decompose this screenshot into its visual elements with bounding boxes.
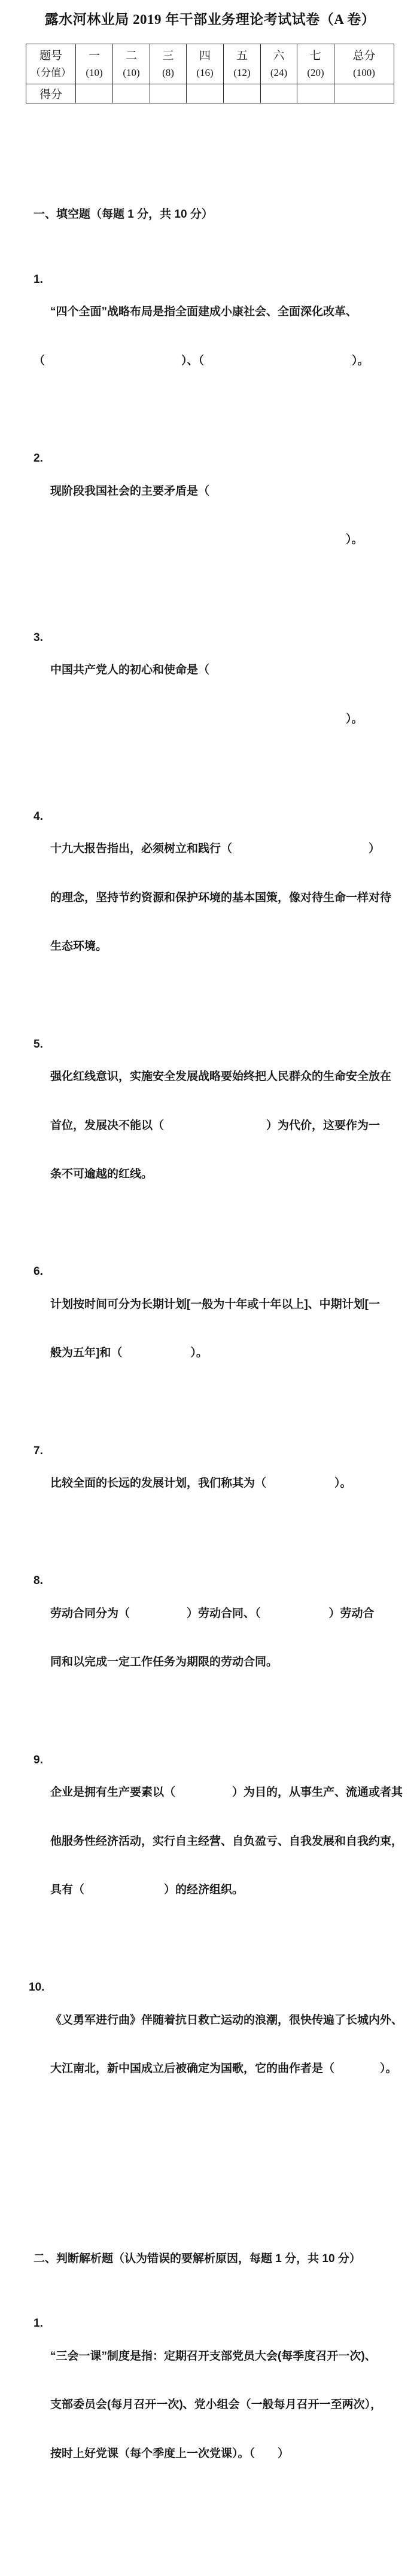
question-line: “三会一课”制度是指：定期召开支部党员大会(每季度召开一次)、: [50, 2349, 376, 2363]
question-line: 《义勇军进行曲》伴随着抗日救亡运动的浪潮，很快传遍了长城内外、: [50, 2013, 403, 2026]
column-name: 二: [125, 50, 137, 62]
column-name: 一: [88, 50, 100, 62]
question-line: 具有（ ）的经济组织。: [50, 1884, 244, 1897]
question-body: [50, 1263, 420, 1394]
question-number: 1.: [34, 2317, 43, 2330]
score-table: [26, 44, 394, 103]
column-header-cell: [113, 44, 150, 84]
column-points: (12): [233, 67, 251, 78]
question-body: [50, 1573, 420, 1703]
question-line: “四个全面”战略布局是指全面建成小康社会、全面深化改革、: [50, 306, 358, 319]
column-name: 三: [162, 50, 174, 62]
question-blank-line: （ ）、（ ）。: [34, 355, 369, 368]
question-number: 10.: [29, 1981, 45, 1994]
section-fill-in-blanks: [0, 174, 420, 2142]
question-line: 劳动合同分为（ ）劳动合同、（ ）劳动合: [50, 1607, 375, 1620]
section-heading: 一、填空题（每题 1 分，共 10 分）: [34, 208, 213, 221]
score-value-cell: [187, 84, 224, 103]
tf-question-1: [0, 2315, 420, 2494]
score-row-label-cell: 得分: [26, 84, 76, 103]
question-body: [50, 808, 420, 987]
question-body: [50, 1443, 420, 1524]
score-value-cell: [224, 84, 261, 103]
question-line: 按时上好党课（每个季度上一次党课）。（ ）: [50, 2447, 290, 2461]
question-line: 十九大报告指出，必须树立和践行（ ）: [50, 843, 381, 856]
column-points: (10): [86, 67, 103, 78]
question-8: [0, 1573, 420, 1703]
column-name: 七: [309, 50, 321, 62]
score-value-cell: [297, 84, 334, 103]
column-header-cell: [297, 44, 334, 84]
question-body: [50, 450, 420, 581]
question-number: 5.: [34, 1037, 43, 1051]
question-number: 9.: [34, 1753, 43, 1766]
question-line: 计划按时间可分为长期计划[一般为十年或十年以上]、中期计划[一: [50, 1298, 380, 1311]
question-line: 条不可逾越的红线。: [50, 1168, 153, 1181]
score-value-cell: [76, 84, 113, 103]
column-name: 四: [199, 50, 211, 62]
question-line: 支部委员会(每月召开一次)、党小组会（一般每月召开一至两次），: [50, 2398, 382, 2412]
question-line: 同和以完成一定工作任务为期限的劳动合同。: [50, 1656, 278, 1669]
question-number: 7.: [34, 1444, 43, 1457]
question-body: [50, 1979, 420, 2110]
score-value-cell: [113, 84, 150, 103]
score-table-header-row: [26, 44, 394, 84]
points-label: （分值）: [31, 67, 71, 78]
column-points: (20): [307, 67, 324, 78]
question-number: 6.: [34, 1265, 43, 1278]
question-line: 现阶段我国社会的主要矛盾是（: [50, 484, 210, 498]
exam-title: 露水河林业局 2019 年干部业务理论考试试卷（A 卷）: [44, 12, 376, 27]
column-points: (8): [162, 67, 174, 78]
question-line: 首位，发展决不能以（ ）为代价，这要作为一: [50, 1119, 381, 1132]
column-header-cell: [187, 44, 224, 84]
question-line: 他服务性经济活动，实行自主经营、自负盈亏、自我发展和自我约束，: [50, 1835, 403, 1848]
column-name: 六: [273, 50, 285, 62]
question-line: 强化红线意识，实施安全发展战略要始终把人民群众的生命安全放在: [50, 1070, 392, 1083]
score-value-cell: [261, 84, 297, 103]
question-line: 般为五年]和（ ）。: [50, 1347, 208, 1360]
question-3: [0, 630, 420, 760]
column-points: (100): [353, 67, 375, 78]
question-line: 的理念，坚持节约资源和保护环境的基本国策，像对待生命一样对待: [50, 891, 392, 904]
question-line: 企业是拥有生产要素以（ ）为目的，从事生产、流通或者其: [50, 1786, 403, 1799]
question-body: [50, 2315, 420, 2494]
column-points: (16): [196, 67, 214, 78]
question-number: 2.: [34, 452, 43, 465]
question-line: 生态环境。: [50, 940, 108, 953]
question-number-header-cell: [26, 44, 76, 84]
question-closing-bracket-line: ）。: [346, 533, 363, 547]
question-line: 大江南北，新中国成立后被确定为国歌，它的曲作者是（ ）。: [50, 2062, 397, 2076]
column-name: 总分: [352, 50, 376, 62]
question-line: 比较全面的长远的发展计划，我们称其为（ ）。: [50, 1477, 352, 1490]
column-name: 五: [236, 50, 248, 62]
question-number: 3.: [34, 631, 43, 644]
question-body: [50, 1752, 420, 1931]
score-value-cell: [334, 84, 394, 103]
column-header-cell: [76, 44, 113, 84]
question-body: [50, 1036, 420, 1215]
question-number: 4.: [34, 810, 43, 823]
column-header-cell: [224, 44, 261, 84]
question-body: [34, 271, 420, 402]
question-4: [0, 808, 420, 987]
column-header-cell: [150, 44, 187, 84]
score-value-cell: [150, 84, 187, 103]
question-5: [0, 1036, 420, 1215]
question-body: [50, 630, 420, 760]
column-header-cell: [334, 44, 394, 84]
question-number: 8.: [34, 1574, 43, 1588]
question-7: [0, 1443, 420, 1524]
question-number: 1.: [34, 273, 43, 286]
score-table-score-row: [26, 84, 394, 103]
question-line: 中国共产党人的初心和使命是（: [50, 663, 210, 676]
column-points: (10): [123, 67, 140, 78]
question-closing-bracket-line: ）。: [346, 712, 363, 725]
section-true-false: [0, 2207, 420, 2527]
section-heading: 二、判断解析题（认为错误的要解析原因，每题 1 分，共 10 分）: [34, 2252, 361, 2265]
column-points: (24): [270, 67, 288, 78]
exam-body: [0, 109, 420, 2576]
column-header-cell: [261, 44, 297, 84]
question-6: [0, 1263, 420, 1394]
question-10: [0, 1979, 420, 2110]
question-2: [0, 450, 420, 581]
question-1: [0, 271, 420, 402]
question-number-label: 题号: [39, 50, 62, 62]
question-9: [0, 1752, 420, 1931]
